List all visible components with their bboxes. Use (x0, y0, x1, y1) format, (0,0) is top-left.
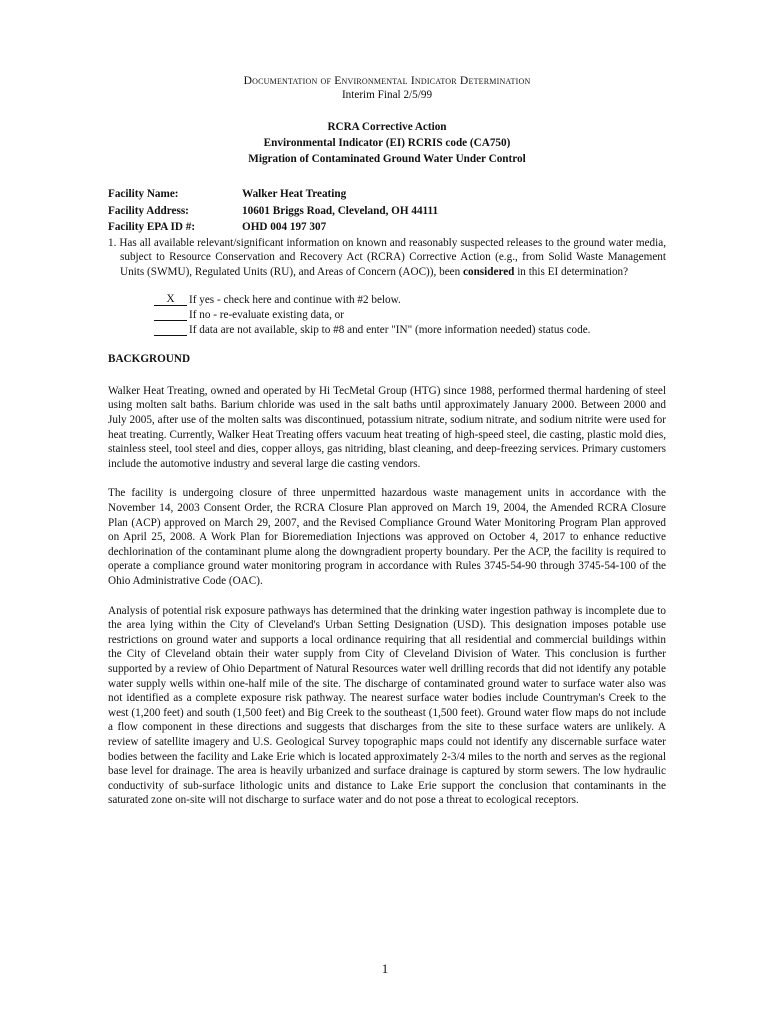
heading-rcra: RCRA Corrective Action (327, 121, 447, 133)
interim-version: Interim Final 2/5/99 (341, 89, 433, 101)
heading-migration: Migration of Contaminated Ground Water Under Control (248, 153, 526, 165)
facility-epa-label: Facility EPA ID #: (108, 221, 196, 233)
facility-name-value: Walker Heat Treating (242, 188, 347, 200)
option-yes[interactable] (154, 293, 666, 308)
facility-info (108, 186, 666, 236)
background-paragraph-1: Walker Heat Treating, owned and operated by Hi TecMetal Group (HTG) since 1988, performed thermal hardening of steel using molten salt baths. Barium chloride was used in the salt baths until approximately January 2000. Between 2000 and July 2005, after use of the molten salts was discontinued, potassium nitrate, sodium nitrate, and sodium nitrite were used for heat treating. Currently, Walker Heat Treating offers vacuum heat treating of high-speed steel, die casting, plastic mold dies, stainless steel, tool steel and dies, copper alloys, gas nitriding, blast cleaning, and deep-freezing services. Primary customers include the automotive industry and several large die casting vendors. (108, 384, 666, 470)
option-yes-blank[interactable]: X (154, 293, 187, 306)
heading-ei-code: Environmental Indicator (EI) RCRIS code (CA750) (263, 137, 511, 149)
facility-name-label: Facility Name: (108, 188, 179, 200)
document-title: Documentation of Environmental Indicator Determination (243, 74, 531, 87)
facility-epa-value: OHD 004 197 307 (242, 221, 327, 233)
question-1-text: 1. Has all available relevant/significant information on known and reasonably suspected releases to the ground water media, subject to Resource Conservation and Recovery Act (RCRA) Corrective Action (e.g., from Solid Waste Management Units (SWMU), Regulated Units (RU), and Areas of Concern (AOC)), been (108, 236, 666, 278)
background-paragraph-2: The facility is undergoing closure of three unpermitted hazardous waste management units in accordance with the November 14, 2003 Consent Order, the RCRA Closure Plan approved on March 19, 2004, the Amended RCRA Closure Plan (ACP) approved on March 29, 2007, and the Revised Compliance Ground Water Monitoring Program Plan approved on April 25, 2008. A Work Plan for Bioremediation Injections was approved on October 4, 2017 to enhance reductive dechlorination of the contaminant plume along the downgradient property boundary. Per the ACP, the facility is required to operate a compliance ground water monitoring program in accordance with Rules 3745-54-90 through 3745-54-100 of the Ohio Administrative Code (OAC). (108, 487, 666, 587)
question-1-options (154, 293, 666, 338)
option-no-text: If no - re-evaluate existing data, or (189, 309, 345, 322)
option-not-available[interactable] (154, 323, 666, 338)
facility-address-label: Facility Address: (108, 204, 189, 217)
document-header (108, 74, 666, 167)
question-1 (108, 236, 666, 280)
option-not-available-blank[interactable] (154, 323, 187, 336)
page-number: 1 (381, 961, 389, 976)
background-paragraph-3: Analysis of potential risk exposure pathways has determined that the drinking water ingestion pathway is incomplete due to the area lying within the City of Cleveland's Urban Setting Designation (USD). This designation imposes potable use restrictions on ground water and supports a local ordinance requiring that all residential and commercial buildings within the City of Cleveland obtain their water supply from City of Cleveland Division of Water. This conclusion is further supported by a review of Ohio Department of Natural Resources water well drilling records that did not identify any potable water supply wells within one-half mile of the site. The discharge of contaminated ground water to surface water also was not identified as a complete exposure risk pathway. The nearest surface water bodies include Countryman's Creek to the west (1,200 feet) and south (1,500 feet) and Big Creek to the southeast (1,500 feet). Ground water flow maps do not include a flow component in these directions and suggests that discharges from the site to these surface waters are unlikely. A review of satellite imagery and U.S. Geological Survey topographic maps could not identify any discernable surface water bodies between the facility and Lake Erie which is located approximately 2-3/4 miles to the north and serves as the regional base level for drainage. The area is heavily urbanized and surface drainage is captured by storm sewers. The low hydraulic conductivity of sub-surface lithologic units and distance to Lake Erie support the conclusion that contaminants in the saturated zone on-site will not discharge to surface water and do not pose a threat to ecological receptors. (108, 604, 666, 807)
option-no[interactable] (154, 308, 666, 323)
option-yes-text: If yes - check here and continue with #2 below. (189, 294, 401, 307)
facility-address-value: 10601 Briggs Road, Cleveland, OH 44111 (242, 204, 439, 217)
document-page (108, 74, 666, 808)
option-no-blank[interactable] (154, 308, 187, 321)
option-not-available-text: If data are not available, skip to #8 and enter "IN" (more information needed) status code. (189, 324, 591, 337)
question-1-text-end: in this EI determination? (514, 265, 629, 278)
question-1-emphasis: considered (463, 265, 515, 278)
background-heading: BACKGROUND (108, 353, 191, 366)
